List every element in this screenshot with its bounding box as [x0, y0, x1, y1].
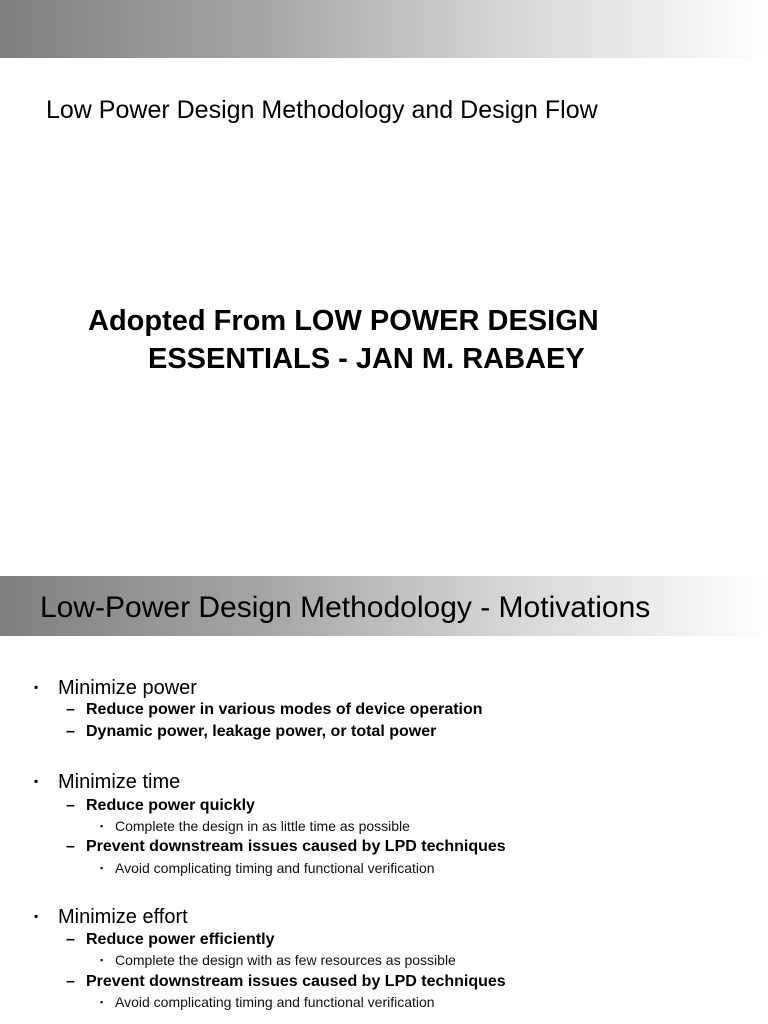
dash-bullet-icon: –	[66, 797, 75, 814]
bullet-level-2: – Prevent downstream issues caused by LPD techniques	[66, 838, 506, 855]
square-bullet-icon: ▪	[34, 774, 39, 788]
slide-subtitle	[88, 302, 728, 378]
bullet-level-3: ▪ Complete the design with as few resources as possible	[100, 952, 456, 968]
subtitle-line-2: ESSENTIALS - JAN M. RABAEY	[148, 343, 585, 375]
slide-title: Low-Power Design Methodology - Motivations	[40, 591, 651, 624]
dash-bullet-icon: –	[66, 931, 75, 948]
slide-title: Low Power Design Methodology and Design Flow	[46, 96, 598, 124]
bullet-level-1: ▪ Minimize time	[34, 771, 181, 793]
bullet-level-2: – Reduce power efficiently	[66, 931, 275, 948]
square-bullet-icon: ▪	[100, 997, 104, 1007]
bullet-level-3: ▪ Avoid complicating timing and functional verification	[100, 994, 435, 1010]
dash-bullet-icon: –	[66, 723, 75, 740]
bullet-level-3: ▪ Complete the design in as little time as possible	[100, 818, 410, 834]
motivations-slide	[0, 576, 768, 1024]
square-bullet-icon: ▪	[100, 821, 104, 831]
square-bullet-icon: ▪	[34, 909, 39, 923]
dash-bullet-icon: –	[66, 973, 75, 990]
bullet-level-2: – Reduce power in various modes of device operation	[66, 701, 483, 718]
bullet-level-2: – Prevent downstream issues caused by LPD techniques	[66, 973, 506, 990]
header-gradient-band	[0, 0, 768, 58]
bullet-level-2: – Dynamic power, leakage power, or total power	[66, 723, 437, 740]
square-bullet-icon: ▪	[100, 863, 104, 873]
square-bullet-icon: ▪	[100, 955, 104, 965]
square-bullet-icon: ▪	[34, 680, 39, 694]
dash-bullet-icon: –	[66, 701, 75, 718]
bullet-level-2: – Reduce power quickly	[66, 797, 255, 814]
bullet-level-1: ▪ Minimize effort	[34, 906, 188, 928]
dash-bullet-icon: –	[66, 838, 75, 855]
bullet-level-1: ▪ Minimize power	[34, 677, 197, 699]
bullet-level-3: ▪ Avoid complicating timing and functional verification	[100, 860, 435, 876]
subtitle-line-1: Adopted From LOW POWER DESIGN	[88, 305, 599, 337]
